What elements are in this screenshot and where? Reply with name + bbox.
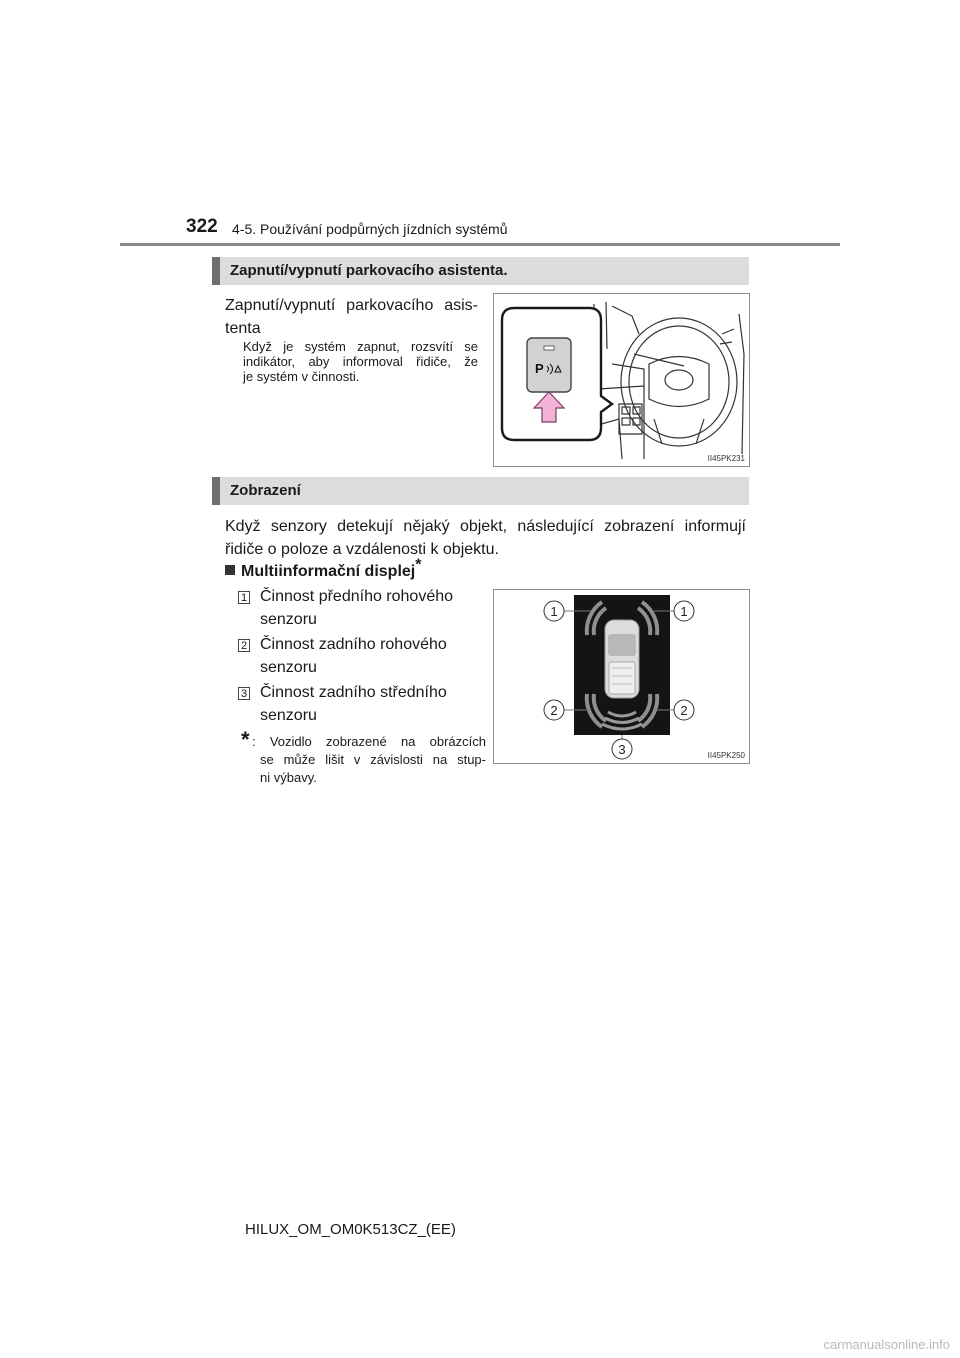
section-header-display [212, 477, 749, 505]
display-illustration [494, 590, 749, 763]
callout-number: 3 [618, 742, 626, 757]
callout-number: 1 [680, 604, 688, 619]
list-item [238, 636, 250, 654]
note-text-line: je systém v činnosti. [243, 369, 360, 384]
parking-switch-label: P [535, 361, 544, 376]
intro-text-line: řidiče o poloze a vzdálenosti k objektu. [225, 541, 499, 558]
subheading-text: Multiinformační displej [241, 563, 416, 580]
footnote-mark: * [241, 727, 250, 752]
list-item [238, 588, 250, 606]
figure-multi-info-display [493, 589, 750, 764]
list-item-text: Činnost předního rohového [260, 588, 454, 605]
section-title: Zapnutí/vypnutí parkovacího asistenta. [230, 262, 508, 279]
item-number: 2 [238, 639, 250, 652]
page-number: 322 [186, 216, 218, 237]
list-item [238, 684, 250, 702]
item-number: 3 [238, 687, 250, 700]
list-item-text: senzoru [260, 659, 317, 676]
footnote-text-line: se může lišit v závislosti na stup- [260, 752, 486, 767]
item-number: 1 [238, 591, 250, 604]
document-code: HILUX_OM_OM0K513CZ_(EE) [245, 1221, 456, 1238]
callout-number: 2 [680, 703, 688, 718]
callout-number: 2 [550, 703, 558, 718]
note-text-line: Když je systém zapnut, rozsvítí se [243, 339, 478, 354]
figure-dashboard-switch [493, 293, 750, 467]
callout-number: 1 [550, 604, 558, 619]
header-rule [120, 243, 840, 246]
dashboard-illustration [494, 294, 749, 466]
watermark: carmanualsonline.info [823, 1337, 950, 1352]
list-item-text: senzoru [260, 611, 317, 628]
footnote-text-line: ni výbavy. [260, 770, 317, 785]
footnote-text-line: : Vozidlo zobrazené na obrázcích [252, 734, 486, 749]
figure-code: II45PK250 [707, 751, 745, 760]
section-title: Zobrazení [230, 482, 301, 499]
note-text-line: indikátor, aby informoval řidiče, že [243, 354, 478, 369]
square-bullet-icon [225, 565, 235, 575]
asterisk-mark: * [415, 556, 422, 574]
section-header-parking-assist [212, 257, 749, 285]
body-text-line: Zapnutí/vypnutí parkovacího asis- [225, 297, 478, 314]
chapter-title: 4-5. Používání podpůrných jízdních systémů [232, 221, 508, 237]
subheading [225, 556, 422, 581]
list-item-text: Činnost zadního rohového [260, 636, 447, 653]
list-item-text: senzoru [260, 707, 317, 724]
intro-text-line: Když senzory detekují nějaký objekt, následující zobrazení informují [225, 518, 746, 535]
figure-code: II45PK231 [707, 454, 745, 463]
body-text-line: tenta [225, 320, 261, 337]
list-item-text: Činnost zadního středního [260, 684, 447, 701]
